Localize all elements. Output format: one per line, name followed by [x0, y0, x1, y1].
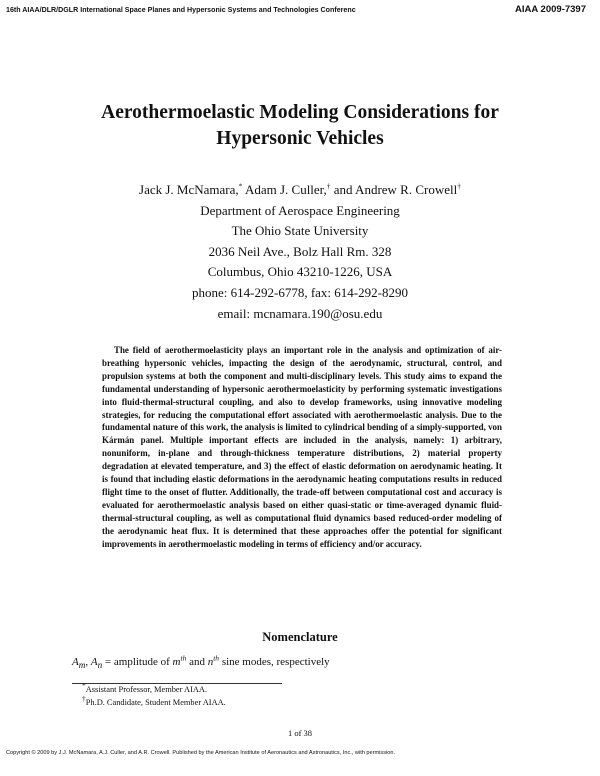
affiliation-street: 2036 Neil Ave., Bolz Hall Rm. 328: [208, 243, 392, 259]
author-names: [0, 180, 600, 201]
nomenclature-heading: Nomenclature: [262, 630, 338, 644]
author-crowell: and Andrew R. Crowell: [330, 182, 458, 197]
nomenclature-entry: $A_m$, $A_n$ = amplitude of $m^{th}$ and $n^{th}$ sine modes, respectively: [72, 653, 330, 671]
page-number: 1 of 38: [287, 728, 313, 738]
footnote-mark-dagger: †: [326, 181, 331, 191]
paper-title: [0, 100, 600, 152]
footnote-2: †Ph.D. Candidate, Student Member AIAA.: [82, 694, 226, 707]
footnote-1: *Assistant Professor, Member AIAA.: [82, 681, 208, 694]
footnote-divider: [72, 683, 282, 684]
author-block: [0, 180, 600, 324]
title-line-1: Aerothermoelastic Modeling Considerations for: [101, 102, 499, 123]
affiliation-department: Department of Aerospace Engineering: [200, 202, 400, 218]
title-line-2: Hypersonic Vehicles: [216, 128, 384, 149]
conference-header: 16th AIAA/DLR/DGLR International Space Planes and Hypersonic Systems and Technologies Conferenc: [6, 6, 356, 14]
copyright-notice: Copyright © 2009 by J.J. McNamara, A.J. Culler, and A.R. Crowell. Published by the American Institute of Aeronautics and Astronautics, Inc., with permission.: [6, 750, 396, 756]
affiliation-university: The Ohio State University: [231, 223, 369, 239]
affiliation-city: Columbus, Ohio 43210-1226, USA: [207, 264, 393, 280]
aiaa-paper-number: AIAA 2009-7397: [515, 4, 586, 15]
abstract: The field of aerothermoelasticity plays an important role in the analysis and optimization of air-breathing hypersonic vehicles, impacting the design of the aerodynamic, structural, control, and propulsion systems at both the component and multi-disciplinary levels. This study aims to expand the fundamental understanding of hypersonic aerothermoelasticity by performing systematic investigations into fluid-thermal-structural coupling, and also to develop frameworks, using innovative modeling strategies, for reducing the computational effort associated with aerothermoelastic analysis. Due to the fundamental nature of this work, the analysis is limited to cylindrical bending of a simply-supported, von Kármán panel. Multiple important effects are included in the analysis, namely: 1) arbitrary, nonuniform, in-plane and through-thickness temperature distributions, 2) material property degradation at elevated temperature, and 3) the effect of elastic deformation on aerodynamic heating. It is found that including elastic deformations in the aerodynamic heating computations results in reduced flight time to the onset of flutter. Additionally, the trade-off between computational cost and accuracy is evaluated for aerothermoelastic analysis based on either quasi-static or time-averaged dynamic fluid-thermal-structural coupling, as well as computational fluid dynamics based reduced-order modeling of the aerodynamic heat flux. It is determined that these approaches offer the potential for significant improvements in aerothermoelastic modeling in terms of efficiency and/or accuracy.: [102, 345, 502, 549]
footnote-mark-star: *: [238, 181, 243, 191]
author-mcnamara: Jack J. McNamara,: [139, 182, 239, 197]
author-culler: Adam J. Culler,: [242, 182, 327, 197]
contact-email: email: mcnamara.190@osu.edu: [217, 305, 383, 321]
footnote-mark-dagger: †: [457, 181, 461, 191]
contact-phone: phone: 614-292-6778, fax: 614-292-8290: [192, 284, 408, 300]
